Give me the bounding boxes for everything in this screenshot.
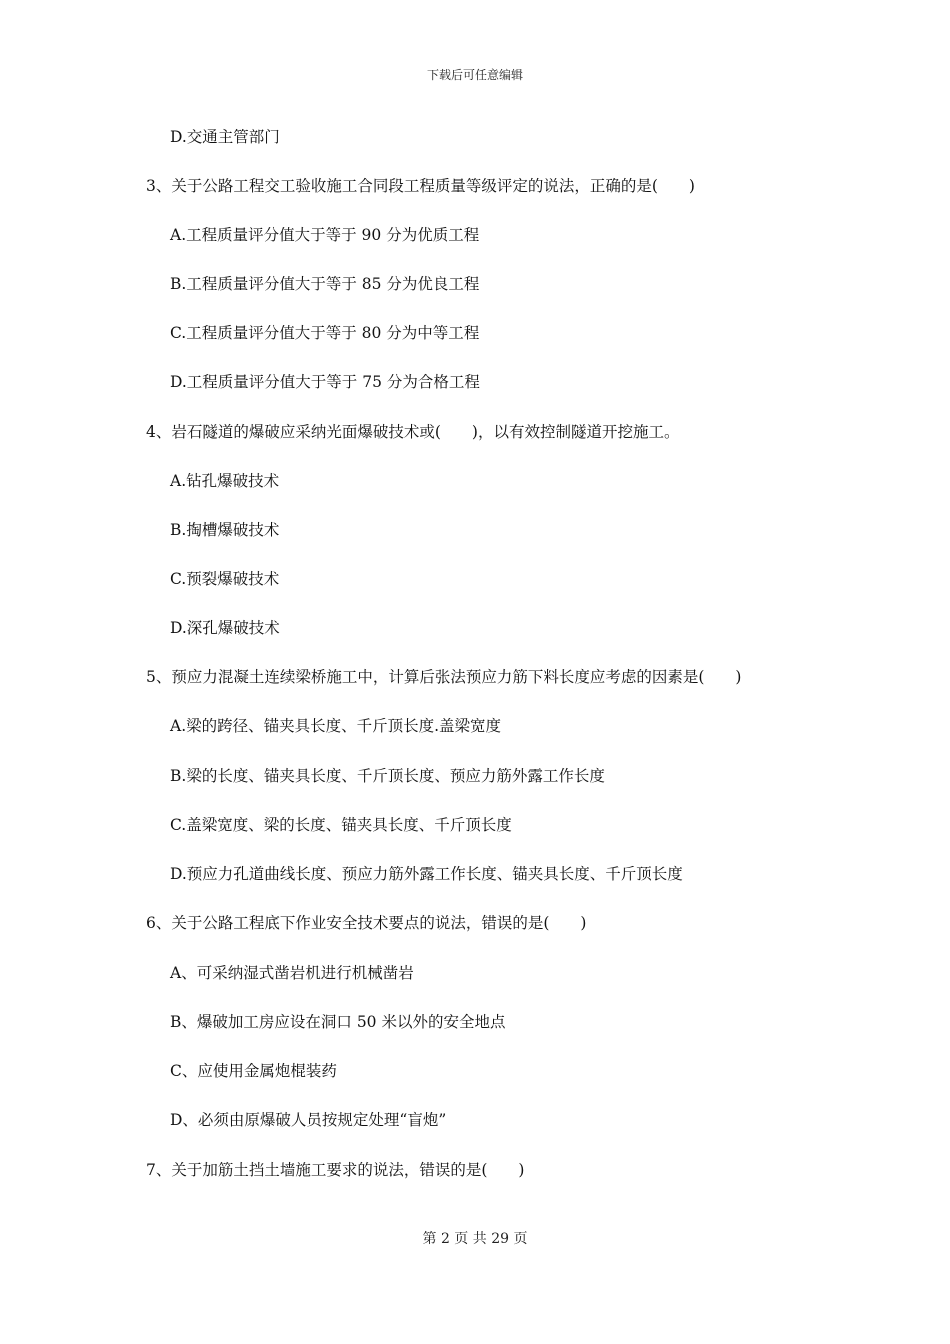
question-4-option-b: B.掏槽爆破技术: [170, 521, 280, 539]
question-6-option-c: C、应使用金属炮棍装药: [170, 1062, 337, 1080]
question-3-option-c: C.工程质量评分值大于等于 80 分为中等工程: [170, 324, 480, 342]
question-6-option-b: B、爆破加工房应设在洞口 50 米以外的安全地点: [170, 1013, 506, 1031]
question-3-option-b: B.工程质量评分值大于等于 85 分为优良工程: [170, 275, 480, 293]
question-5-option-a: A.梁的跨径、锚夹具长度、千斤顶长度.盖梁宽度: [170, 717, 502, 735]
question-4-option-c: C.预裂爆破技术: [170, 570, 280, 588]
question-7-stem: 7、关于加筋土挡土墙施工要求的说法，错误的是( ): [146, 1161, 525, 1179]
question-5-option-b: B.梁的长度、锚夹具长度、千斤顶长度、预应力筋外露工作长度: [170, 767, 605, 785]
question-3-option-a: A.工程质量评分值大于等于 90 分为优质工程: [170, 226, 480, 244]
page-footer: 第 2 页 共 29 页: [422, 1231, 528, 1247]
question-5-option-c: C.盖梁宽度、梁的长度、锚夹具长度、千斤顶长度: [170, 816, 512, 834]
question-5-stem: 5、预应力混凝土连续梁桥施工中，计算后张法预应力筋下料长度应考虑的因素是( ): [146, 668, 742, 686]
question-4-stem: 4、岩石隧道的爆破应采纳光面爆破技术或( )，以有效控制隧道开挖施工。: [146, 423, 680, 441]
question-4-option-a: A.钻孔爆破技术: [170, 472, 280, 490]
option-d-previous: D.交通主管部门: [170, 128, 280, 146]
question-4-option-d: D.深孔爆破技术: [170, 619, 280, 637]
page-header: 下载后可任意编辑: [426, 68, 523, 82]
question-6-option-d: D、必须由原爆破人员按规定处理“盲炮”: [170, 1111, 447, 1129]
question-3-stem: 3、关于公路工程交工验收施工合同段工程质量等级评定的说法，正确的是( ): [146, 177, 695, 195]
question-5-option-d: D.预应力孔道曲线长度、预应力筋外露工作长度、锚夹具长度、千斤顶长度: [170, 865, 683, 883]
question-6-stem: 6、关于公路工程底下作业安全技术要点的说法，错误的是( ): [146, 914, 587, 932]
question-3-option-d: D.工程质量评分值大于等于 75 分为合格工程: [170, 373, 480, 391]
question-6-option-a: A、可采纳湿式凿岩机进行机械凿岩: [170, 964, 414, 982]
